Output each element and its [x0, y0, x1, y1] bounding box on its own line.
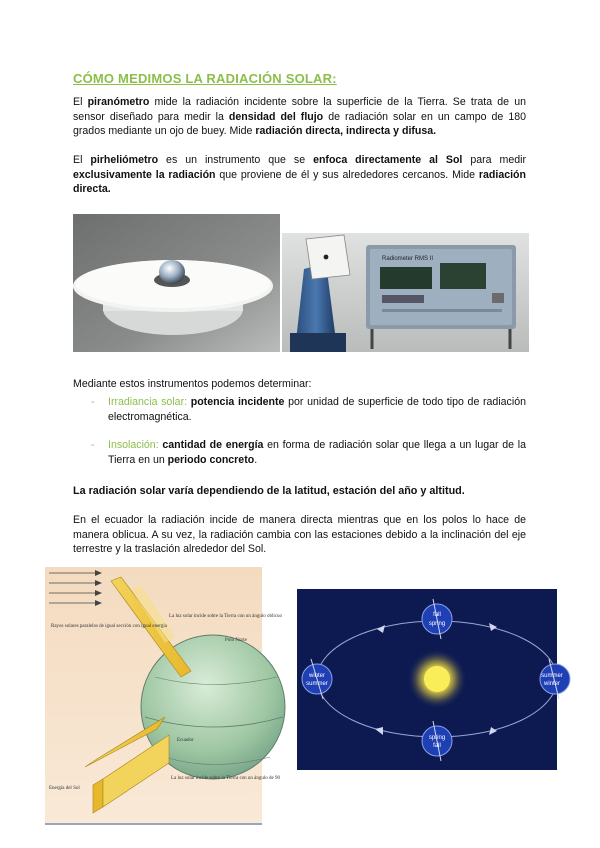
- earth-radiation-diagram: [45, 567, 283, 825]
- bottom-season-2: fall: [433, 743, 441, 749]
- paragraph-piranometro: El piranómetro mide la radiación incidente sobre la superficie de la Tierra. Se trata de un sensor diseñado para medir la densidad del flujo de radiación solar en un campo de 180 grados mediante un ojo de buey. Mide radiación directa, indirecta y difusa.: [73, 96, 527, 138]
- page-title: CÓMO MEDIMOS LA RADIACIÓN SOLAR:: [73, 71, 337, 86]
- bottom-season-1: spring: [428, 735, 446, 741]
- intro-text: Mediante estos instrumentos podemos determinar:: [73, 378, 312, 390]
- direct-label: La luz solar incide sobre la Tierra con un ángulo de 90: [171, 776, 280, 781]
- bullet-insolacion: - Insolación: cantidad de energía en forma de radiación solar que llega a un lugar de la Tierra en un periodo concreto.: [91, 439, 526, 466]
- radiation-statement: La radiación solar varía dependiendo de la latitud, estación del año y altitud.: [73, 485, 465, 497]
- pole-label: Polo Norte: [225, 638, 247, 643]
- top-season-2: spring: [428, 621, 446, 627]
- energy-label: Energía del Sol: [49, 786, 80, 791]
- equator-label: Ecuador: [177, 738, 194, 743]
- pyranometer-photo: [73, 214, 280, 352]
- left-season-1: winter: [308, 673, 326, 679]
- bullet-irradiancia: - Irradiancia solar: potencia incidente por unidad de superficie de todo tipo de radiación electromagnética.: [91, 396, 526, 423]
- device-name-text: Radiometer RMS II: [382, 256, 434, 262]
- top-season-1: fall: [433, 612, 441, 618]
- svg-text:Rayos solares paralelos de igu: [51, 624, 168, 629]
- oblique-label: La luz solar incide sobre la Tierra con un ángulo oblicuo: [169, 614, 283, 619]
- pyrheliometer-photo: [282, 233, 529, 352]
- paragraph-ecuador: En el ecuador la radiación incide de manera directa mientras que en los polos lo hace de manera oblicua. A su vez, la radiación cambia con las estaciones debido a la inclinación del eje terrestre y la traslación alrededor del Sol.: [73, 514, 526, 556]
- bullet-list: [91, 395, 526, 481]
- paragraph-pirheliometro: El pirheliómetro es un instrumento que se enfoca directamente al Sol para medir exclusivamente la radiación que proviene de él y sus alrededores cercanos. Mide radiación directa.: [73, 154, 526, 196]
- right-season-1: summer: [541, 673, 563, 679]
- right-season-2: winter: [543, 681, 561, 687]
- rays-label: Rayos solares paralelos de igual sección con igual energía: [51, 624, 167, 629]
- orbit-seasons-diagram: [297, 589, 563, 770]
- left-season-2: summer: [306, 681, 328, 687]
